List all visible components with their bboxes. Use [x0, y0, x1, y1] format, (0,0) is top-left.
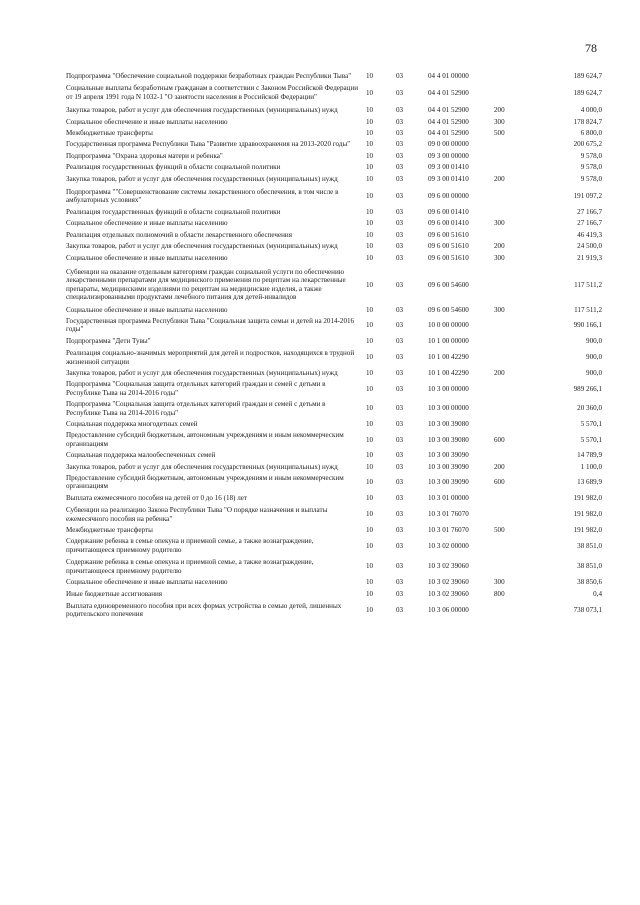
budget-table-body [66, 69, 602, 619]
row-amount: 117 511,2 [574, 280, 602, 289]
row-subsection: 03 [396, 384, 404, 393]
row-name: Закупка товаров, работ и услуг для обеспечения государственных (муниципальных) нужд [66, 174, 338, 183]
row-amount: 900,0 [586, 353, 602, 362]
row-amount: 191 982,0 [573, 510, 602, 519]
row-subsection: 03 [396, 280, 404, 289]
page-number: 78 [585, 41, 597, 55]
row-target-article: 10 3 02 39060 [428, 578, 469, 587]
row-name: Реализация социально-значимых мероприятий для детей и подростков, находящихся в трудной жизненной ситуации [66, 349, 355, 366]
row-subsection: 03 [396, 353, 404, 362]
row-subsection: 03 [396, 435, 404, 444]
row-amount: 900,0 [586, 368, 602, 377]
row-target-article: 10 3 00 00000 [428, 384, 469, 393]
row-name: Подпрограмма "Обеспечение социальной поддержки безработных граждан Республики Тыва" [66, 72, 352, 80]
row-expense-type [494, 137, 534, 148]
row-expense-type: 200 [494, 368, 505, 377]
row-name: Социальное обеспечение и иные выплаты населению [66, 305, 228, 314]
row-amount: 191 097,2 [573, 192, 602, 201]
row-subsection: 03 [396, 493, 404, 502]
row-subsection: 03 [396, 117, 404, 126]
row-subsection: 03 [396, 305, 404, 314]
row-target-article: 10 3 00 39090 [428, 451, 469, 460]
row-target-article: 10 1 00 42290 [428, 353, 469, 362]
row-target-article: 10 3 01 76070 [428, 526, 469, 535]
row-section: 10 [366, 435, 374, 444]
row-section: 10 [366, 207, 374, 216]
row-target-article: 09 3 00 01410 [428, 163, 469, 172]
table-row [66, 137, 602, 148]
row-amount: 27 166,7 [577, 207, 602, 216]
table-row [66, 334, 602, 345]
table-row [66, 428, 602, 448]
row-amount: 989 266,1 [573, 384, 602, 393]
row-expense-type [494, 69, 534, 80]
row-target-article: 10 3 02 39060 [428, 562, 469, 571]
table-row [66, 397, 602, 417]
row-subsection: 03 [396, 321, 404, 330]
row-amount: 900,0 [586, 336, 602, 345]
row-subsection: 03 [396, 562, 404, 571]
row-section: 10 [366, 384, 374, 393]
row-name: Содержание ребенка в семье опекуна и приемной семье, а также вознаграждение, причитающееся приемному родителю [66, 537, 314, 554]
row-target-article: 09 6 00 54600 [428, 305, 469, 314]
row-name: Подпрограмма "Социальная защита отдельных категорий граждан и семей с детьми в Республике Тыва на 2014-2016 годы" [66, 380, 326, 397]
row-expense-type [494, 262, 534, 302]
table-row [66, 534, 602, 554]
row-target-article: 10 3 00 39080 [428, 435, 469, 444]
table-row [66, 598, 602, 619]
row-name: Закупка товаров, работ и услуг для обеспечения государственных (муниципальных) нужд [66, 368, 338, 377]
row-amount: 9 578,0 [580, 174, 602, 183]
row-expense-type: 600 [494, 478, 505, 487]
row-subsection: 03 [396, 578, 404, 587]
row-amount: 14 789,9 [577, 451, 602, 460]
row-section: 10 [366, 404, 374, 413]
row-expense-type [494, 345, 534, 366]
row-expense-type: 300 [494, 305, 505, 314]
table-row [66, 377, 602, 397]
row-amount: 191 982,0 [573, 493, 602, 502]
table-row [66, 216, 602, 227]
table-row [66, 314, 602, 334]
row-section: 10 [366, 321, 374, 330]
row-amount: 27 166,7 [577, 219, 602, 228]
table-row [66, 115, 602, 126]
row-section: 10 [366, 562, 374, 571]
row-amount: 738 073,1 [573, 606, 602, 615]
row-expense-type [494, 205, 534, 216]
row-expense-type [494, 160, 534, 171]
row-target-article: 09 6 00 00000 [428, 192, 469, 201]
table-row [66, 345, 602, 366]
row-expense-type: 300 [494, 219, 505, 228]
row-amount: 189 624,7 [573, 88, 602, 97]
row-name: Иные бюджетные ассигнования [66, 589, 163, 598]
table-row [66, 575, 602, 586]
table-row [66, 183, 602, 205]
row-target-article: 04 4 01 52900 [428, 129, 469, 138]
table-row [66, 587, 602, 598]
row-name: Закупка товаров, работ и услуг для обеспечения государственных (муниципальных) нужд [66, 462, 338, 471]
row-expense-type [494, 397, 534, 417]
row-name: Межбюджетные трансферты [66, 526, 153, 535]
row-subsection: 03 [396, 163, 404, 172]
row-name: Реализация отдельных полномочий в области лекарственного обеспечения [66, 230, 292, 239]
row-name: Реализация государственных функций в области социальной политики [66, 163, 281, 172]
row-subsection: 03 [396, 451, 404, 460]
row-subsection: 03 [396, 106, 404, 115]
row-target-article: 09 6 00 51610 [428, 242, 469, 251]
row-expense-type [494, 534, 534, 554]
table-row [66, 366, 602, 377]
table-row [66, 502, 602, 523]
row-name: Предоставление субсидий бюджетным, автономным учреждениям и иным некоммерческим организациям [66, 431, 344, 448]
row-amount: 38 851,0 [577, 562, 602, 571]
row-amount: 5 570,1 [580, 420, 602, 428]
row-subsection: 03 [396, 253, 404, 262]
row-target-article: 10 3 01 00000 [428, 493, 469, 502]
row-section: 10 [366, 117, 374, 126]
row-section: 10 [366, 541, 374, 550]
row-name: Субвенции на оказание отдельным категориям граждан социальной услуги по обеспечению лекарственными препаратами для медицинского применения по рецептам на лекарственные препараты, медицинскими изделиями по рецептам на медицинские изделия, а также специализированными продуктами лечебного питания для детей-инвалидов [66, 267, 346, 302]
row-amount: 117 511,2 [574, 305, 602, 314]
table-row [66, 80, 602, 101]
row-name: Реализация государственных функций в области социальной политики [66, 207, 281, 216]
row-amount: 38 851,0 [577, 541, 602, 550]
row-expense-type: 500 [494, 129, 505, 138]
row-section: 10 [366, 151, 374, 160]
table-row [66, 491, 602, 502]
row-name: Подпрограмма "Охрана здоровья матери и ребенка" [66, 151, 223, 160]
row-section: 10 [366, 606, 374, 615]
row-expense-type: 300 [494, 253, 505, 262]
row-target-article: 09 6 00 01410 [428, 207, 469, 216]
row-expense-type: 200 [494, 106, 505, 115]
row-amount: 21 919,3 [577, 253, 602, 262]
row-name: Социальная поддержка малообеспеченных семей [66, 451, 216, 460]
row-expense-type: 200 [494, 174, 505, 183]
row-section: 10 [366, 72, 374, 80]
row-target-article: 10 3 06 00000 [428, 606, 469, 615]
row-expense-type [494, 448, 534, 459]
row-target-article: 10 1 00 42290 [428, 368, 469, 377]
row-amount: 4 000,0 [580, 106, 602, 115]
row-section: 10 [366, 478, 374, 487]
row-target-article: 09 6 00 51610 [428, 253, 469, 262]
row-subsection: 03 [396, 174, 404, 183]
table-row [66, 460, 602, 471]
row-target-article: 09 6 00 01410 [428, 219, 469, 228]
row-name: Социальная поддержка многодетных семей [66, 420, 198, 428]
row-amount: 9 578,0 [580, 151, 602, 160]
row-amount: 191 982,0 [573, 526, 602, 535]
row-name: Закупка товаров, работ и услуг для обеспечения государственных (муниципальных) нужд [66, 106, 338, 115]
row-amount: 24 500,0 [577, 242, 602, 251]
row-section: 10 [366, 129, 374, 138]
row-subsection: 03 [396, 510, 404, 519]
row-name: Подпрограмма ""Совершенствование системы лекарственного обеспечения, в том числе в амбулаторных условиях" [66, 188, 339, 205]
row-subsection: 03 [396, 129, 404, 138]
row-name: Социальное обеспечение и иные выплаты населению [66, 578, 228, 587]
row-amount: 0,4 [593, 589, 602, 598]
row-name: Подпрограмма "Социальная защита отдельных категорий граждан и семей с детьми в Республике Тыва на 2014-2016 годы" [66, 400, 326, 417]
row-amount: 46 419,3 [577, 230, 602, 239]
table-row [66, 417, 602, 428]
row-target-article: 09 3 00 01410 [428, 174, 469, 183]
row-expense-type [494, 80, 534, 101]
row-section: 10 [366, 336, 374, 345]
row-target-article: 09 6 00 54600 [428, 280, 469, 289]
row-name: Содержание ребенка в семье опекуна и приемной семье, а также вознаграждение, причитающееся приемному родителю [66, 558, 314, 575]
row-target-article: 09 0 00 00000 [428, 140, 469, 149]
table-row [66, 101, 602, 114]
row-subsection: 03 [396, 478, 404, 487]
row-amount: 6 800,0 [580, 129, 602, 138]
row-section: 10 [366, 230, 374, 239]
row-subsection: 03 [396, 140, 404, 149]
row-section: 10 [366, 305, 374, 314]
table-row [66, 448, 602, 459]
row-section: 10 [366, 368, 374, 377]
table-row [66, 523, 602, 534]
row-section: 10 [366, 526, 374, 535]
row-target-article: 04 4 01 52900 [428, 117, 469, 126]
row-subsection: 03 [396, 192, 404, 201]
row-target-article: 09 3 00 00000 [428, 151, 469, 160]
row-section: 10 [366, 140, 374, 149]
row-expense-type: 300 [494, 578, 505, 587]
row-expense-type [494, 228, 534, 239]
row-amount: 5 570,1 [580, 435, 602, 444]
row-subsection: 03 [396, 606, 404, 615]
row-name: Предоставление субсидий бюджетным, автономным учреждениям и иным некоммерческим организациям [66, 474, 344, 491]
table-row [66, 160, 602, 171]
row-target-article: 10 3 02 39060 [428, 589, 469, 598]
row-expense-type [494, 314, 534, 334]
row-target-article: 10 3 00 00000 [428, 404, 469, 413]
row-amount: 990 166,1 [573, 321, 602, 330]
row-section: 10 [366, 88, 374, 97]
row-subsection: 03 [396, 219, 404, 228]
row-subsection: 03 [396, 72, 404, 80]
row-target-article: 09 6 00 51610 [428, 230, 469, 239]
row-name: Государственная программа Республики Тыва "Развитие здравоохранения на 2013-2020 годы" [66, 140, 351, 149]
row-section: 10 [366, 192, 374, 201]
table-row [66, 239, 602, 250]
row-target-article: 04 4 01 52900 [428, 106, 469, 115]
row-expense-type: 500 [494, 526, 505, 535]
row-name: Социальное обеспечение и иные выплаты населению [66, 117, 228, 126]
row-subsection: 03 [396, 462, 404, 471]
row-subsection: 03 [396, 404, 404, 413]
table-row [66, 554, 602, 575]
row-name: Выплата ежемесячного пособия на детей от 0 до 16 (18) лет [66, 493, 247, 502]
row-expense-type: 200 [494, 462, 505, 471]
row-expense-type: 200 [494, 242, 505, 251]
row-expense-type: 800 [494, 589, 505, 598]
row-amount: 189 624,7 [573, 72, 602, 80]
row-expense-type [494, 334, 534, 345]
row-section: 10 [366, 174, 374, 183]
row-subsection: 03 [396, 526, 404, 535]
row-section: 10 [366, 219, 374, 228]
row-target-article: 10 3 00 39080 [428, 420, 469, 428]
table-row [66, 69, 602, 80]
row-amount: 38 850,6 [577, 578, 602, 587]
row-expense-type [494, 149, 534, 160]
row-section: 10 [366, 462, 374, 471]
row-section: 10 [366, 106, 374, 115]
row-section: 10 [366, 493, 374, 502]
row-amount: 13 689,9 [577, 478, 602, 487]
row-target-article: 04 4 01 52900 [428, 88, 469, 97]
table-row [66, 262, 602, 302]
row-name: Государственная программа Республики Тыва "Социальная защита семьи и детей на 2014-2016 годы" [66, 316, 355, 334]
row-amount: 1 100,0 [580, 462, 602, 471]
row-expense-type [494, 417, 534, 428]
row-subsection: 03 [396, 336, 404, 345]
row-amount: 9 578,0 [580, 163, 602, 172]
row-section: 10 [366, 253, 374, 262]
row-subsection: 03 [396, 242, 404, 251]
table-row [66, 302, 602, 314]
row-target-article: 10 3 02 00000 [428, 541, 469, 550]
row-expense-type [494, 554, 534, 575]
row-expense-type: 300 [494, 117, 505, 126]
row-name: Межбюджетные трансферты [66, 129, 153, 138]
row-subsection: 03 [396, 541, 404, 550]
row-expense-type [494, 491, 534, 502]
row-name: Подпрограмма "Дети Тувы" [66, 336, 151, 345]
row-subsection: 03 [396, 230, 404, 239]
row-section: 10 [366, 280, 374, 289]
row-section: 10 [366, 353, 374, 362]
row-name: Закупка товаров, работ и услуг для обеспечения государственных (муниципальных) нужд [66, 242, 338, 251]
row-name: Выплата единовременного пособия при всех формах устройства в семью детей, лишенных родительского попечения [66, 601, 342, 619]
row-section: 10 [366, 163, 374, 172]
row-section: 10 [366, 589, 374, 598]
table-row [66, 228, 602, 239]
row-expense-type [494, 502, 534, 523]
table-row [66, 251, 602, 262]
row-name: Социальное обеспечение и иные выплаты населению [66, 253, 228, 262]
budget-table [66, 69, 602, 619]
row-name: Социальное обеспечение и иные выплаты населению [66, 219, 228, 228]
row-section: 10 [366, 510, 374, 519]
row-amount: 200 675,2 [573, 140, 602, 149]
row-expense-type [494, 598, 534, 619]
row-section: 10 [366, 420, 374, 428]
row-amount: 20 360,0 [577, 404, 602, 413]
row-subsection: 03 [396, 207, 404, 216]
row-target-article: 10 3 00 39090 [428, 478, 469, 487]
row-subsection: 03 [396, 589, 404, 598]
table-row [66, 126, 602, 137]
table-row [66, 205, 602, 216]
row-target-article: 10 1 00 00000 [428, 336, 469, 345]
row-target-article: 10 0 00 00000 [428, 321, 469, 330]
row-section: 10 [366, 242, 374, 251]
row-expense-type [494, 183, 534, 205]
row-target-article: 10 3 00 39090 [428, 462, 469, 471]
row-expense-type: 600 [494, 435, 505, 444]
table-row [66, 149, 602, 160]
row-name: Социальные выплаты безработным гражданам в соответствии с Законом Российской Федерации от 19 апреля 1991 года N 1032-1 "О занятости населения в Российской Федерации" [66, 84, 359, 101]
row-target-article: 10 3 01 76070 [428, 510, 469, 519]
row-subsection: 03 [396, 151, 404, 160]
row-subsection: 03 [396, 420, 404, 428]
row-target-article: 04 4 01 00000 [428, 72, 469, 80]
row-section: 10 [366, 451, 374, 460]
row-section: 10 [366, 578, 374, 587]
row-expense-type [494, 377, 534, 397]
row-amount: 178 824,7 [573, 117, 602, 126]
table-row [66, 172, 602, 183]
row-subsection: 03 [396, 368, 404, 377]
row-subsection: 03 [396, 88, 404, 97]
row-name: Субвенции на реализацию Закона Республики Тыва "О порядке назначения и выплаты ежемесячного пособия на ребенка" [66, 506, 328, 523]
table-row [66, 471, 602, 491]
